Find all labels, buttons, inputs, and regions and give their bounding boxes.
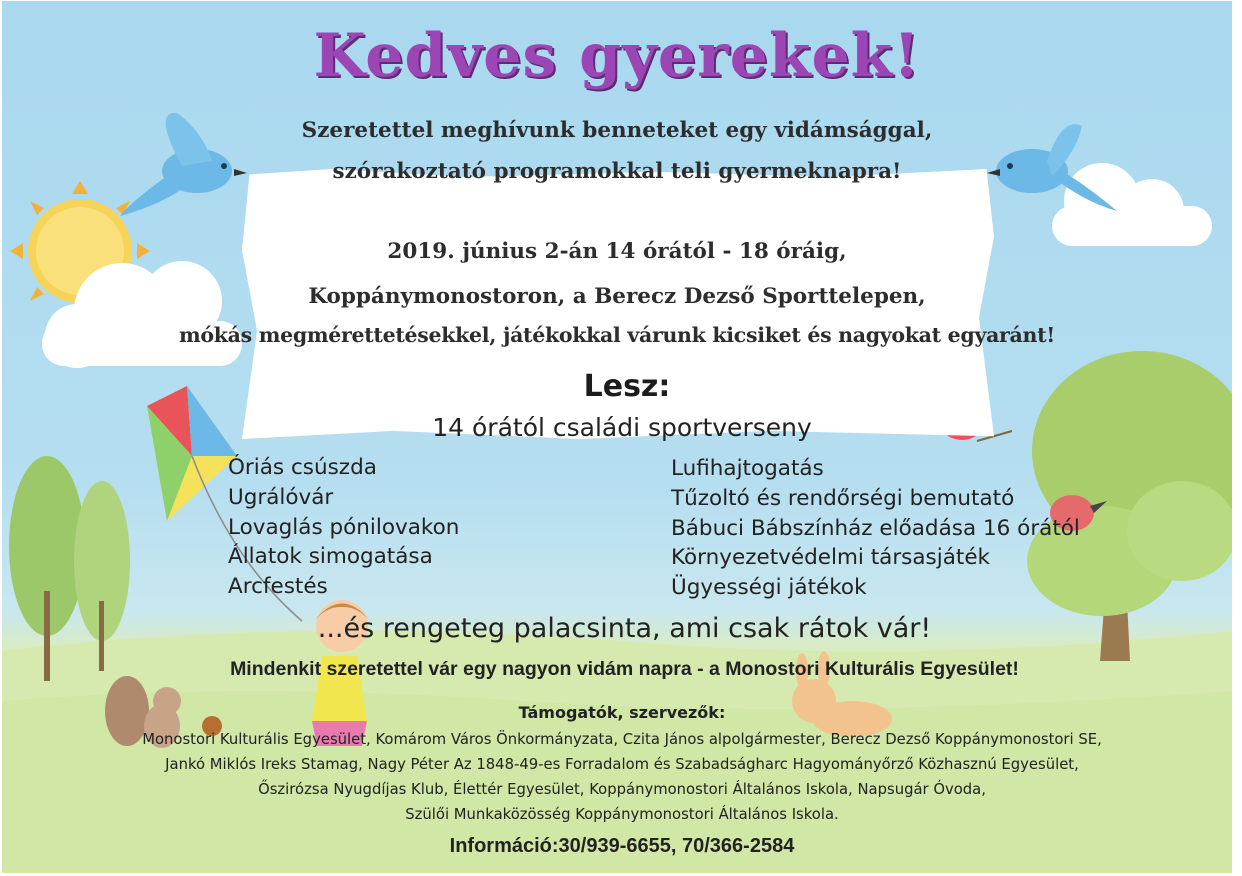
program-item: Bábuci Bábszínház előadása 16 órától <box>671 515 1080 541</box>
program-item: Ugrálóvár <box>228 484 334 510</box>
program-list-left <box>228 453 459 602</box>
intro-line-2: szórakoztató programokkal teli gyermeknapra! <box>332 159 902 184</box>
page-title: Kedves gyerekek! <box>313 21 921 91</box>
supporters-line: Jankó Miklós Ireks Stamag, Nagy Péter Az 1848-49-es Forradalom és Szabadságharc Hagyományőrző Közhasznú Egyesület, <box>165 756 1079 773</box>
program-list-right <box>671 454 1080 603</box>
program-item: Lufihajtogatás <box>671 456 824 481</box>
location-line: Koppánymonostoron, a Berecz Dezső Sporttelepen, <box>308 284 926 309</box>
program-item: Ügyességi játékok <box>671 575 867 601</box>
games-line: mókás megmérettetésekkel, játékokkal várunk kicsiket és nagyokat egyaránt! <box>178 323 1056 347</box>
supporters-line: Monostori Kulturális Egyesület, Komárom Város Önkormányzata, Czita János alpolgármester, Berecz Dezső Koppánymonostori SE, <box>142 731 1102 748</box>
poster <box>2 1 1232 873</box>
program-item: Állatok simogatása <box>228 544 433 570</box>
sport-line: 14 órától családi sportverseny <box>432 413 812 442</box>
palacsinta-line: ...és rengeteg palacsinta, ami csak rátok vár! <box>317 613 932 644</box>
program-item: Környezetvédelmi társasjáték <box>671 545 990 571</box>
invitation-line: Mindenkit szeretettel vár egy nagyon vidám napra - a Monostori Kulturális Egyesület! <box>230 658 1019 680</box>
intro-line-1: Szeretettel meghívunk benneteket egy vidámsággal, <box>301 118 933 143</box>
date-line: 2019. június 2-án 14 órától - 18 óráig, <box>387 239 847 264</box>
program-item: Tűzoltó és rendőrségi bemutató <box>671 485 1015 511</box>
supporters-line: Szülői Munkaközösség Koppánymonostori Általános Iskola. <box>405 806 839 823</box>
program-item: Lovaglás pónilovakon <box>228 514 460 540</box>
program-item: Arcfestés <box>228 574 328 600</box>
supporters-line: Őszirózsa Nyugdíjas Klub, Élettér Egyesület, Koppánymonostori Általános Iskola, Napsugár Óvoda, <box>258 781 986 798</box>
contact-info: Információ:30/939-6655, 70/366-2584 <box>449 835 795 857</box>
program-item: Óriás csúszda <box>228 455 377 480</box>
supporters-title: Támogatók, szervezők: <box>518 703 726 722</box>
lesz-heading: Lesz: <box>583 369 671 404</box>
